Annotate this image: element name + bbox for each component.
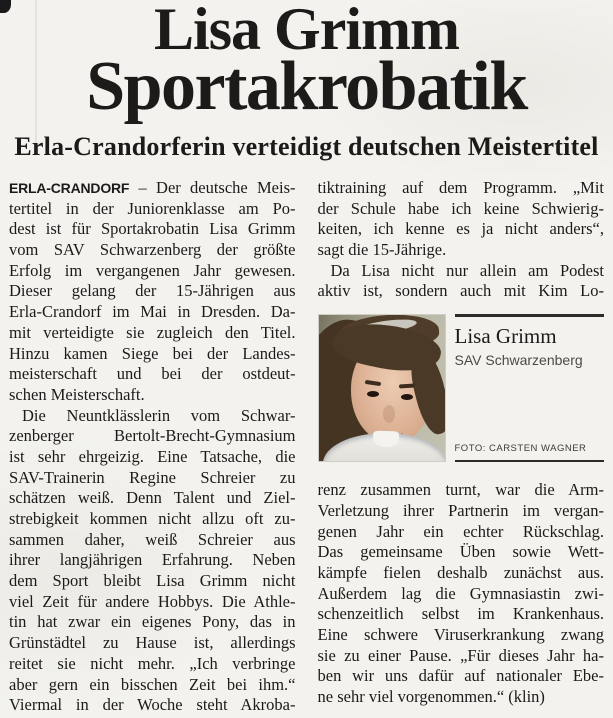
article-line: sammen daher, weiß Schreier aus — [9, 529, 296, 549]
article-line: Viermal in der Woche steht Akroba- — [9, 695, 296, 715]
article-line: tiktraining auf dem Programm. „Mit — [317, 178, 604, 197]
article-paragraph — [318, 480, 605, 708]
article-line: ben wir uns dafür auf nationaler Ebe- — [317, 666, 604, 686]
article-line: sagt die 15-Jährige. — [317, 240, 447, 260]
right-paragraphs-bottom — [318, 480, 605, 708]
article-line: dest ist für Sportakrobatin Lisa Grimm — [9, 219, 296, 239]
article-line: genen Jahr ein echter Rückschlag. — [317, 521, 604, 541]
article-line: Da Lisa nicht nur allein am Podest — [330, 260, 604, 280]
article-line: tertitel in der Juniorenklasse am Po- — [9, 198, 296, 218]
article-line: Die Neuntklässlerin vom Schwar- — [22, 405, 296, 425]
article-line: Außerdem lag die Gymnasiastin zwi- — [317, 583, 604, 603]
nose-shape — [383, 405, 395, 423]
article-line: Dieser gelang der 15-Jährigen aus — [9, 281, 296, 301]
article-line: keiten, ich kenne es ja nicht anders“, — [317, 219, 604, 239]
article-line: vom SAV Schwarzenberg der größte — [9, 240, 296, 260]
article-line: Verletzung ihrer Partnerin im vergan- — [317, 500, 604, 520]
article-line: tin hat zwar ein eigenes Pony, das in — [9, 612, 296, 632]
article-line: aktiv ist, sondern auch mit Kim Lo- — [317, 281, 604, 301]
article-line: ERLA-CRANDORF – Der deutsche Meis- — [9, 178, 296, 197]
headline — [0, 0, 613, 125]
article-line: aber gern ein bisschen Zeit bei ihm.“ — [9, 674, 296, 694]
article-line: meisterschaft und bei der ostdeut- — [9, 364, 296, 384]
right-eye-shape — [401, 394, 413, 400]
article-line: strebigkeit kommen nicht allzu oft zu- — [9, 509, 296, 528]
caption-name: Lisa Grimm — [454, 324, 557, 349]
headline-line-1: Lisa Grimm — [154, 0, 459, 62]
article-columns — [0, 178, 613, 716]
article-line: sie zu einer Pause. „Für dieses Jahr ha- — [317, 645, 604, 665]
article-line: Grünstädtel zu Hause ist, allerdings — [9, 633, 296, 653]
article-line: reitet sie nicht mehr. „Ich verbringe — [9, 653, 296, 673]
article-line: schenzeitlich selbst im Krankenhaus. — [317, 604, 604, 624]
article-line: dem Sport bleibt Lisa Grimm nicht — [9, 571, 296, 591]
article-line: viel Zeit für andere Hobbys. Die Athle- — [9, 591, 296, 611]
article-line: renz zusammen turnt, war die Arm- — [317, 480, 604, 500]
article-paragraph — [9, 178, 296, 406]
caption-credit: FOTO: CARSTEN WAGNER — [454, 443, 587, 455]
left-paragraphs — [9, 178, 296, 716]
photo-figure — [318, 314, 605, 462]
article-line: Erla-Crandorf im Mai in Dresden. Da- — [9, 302, 296, 322]
dateline: ERLA-CRANDORF — [9, 180, 130, 196]
right-paragraphs-top — [318, 178, 605, 302]
article-line: der Schule habe ich keine Schwierig- — [317, 198, 604, 218]
scan-artifact-crease — [35, 0, 37, 150]
article-paragraph — [9, 406, 296, 716]
caption-club: SAV Schwarzenberg — [454, 352, 583, 369]
article-line: Eine schwere Viruserkrankung zwang — [317, 624, 604, 644]
article-line: zenberger Bertolt-Brecht-Gymnasium — [9, 426, 296, 446]
article-line: Das gemeinsame Üben sowie Wett- — [317, 542, 604, 562]
column-left — [9, 178, 296, 716]
article-line: ist sehr ehrgeizig. Eine Tatsache, die — [9, 446, 296, 466]
subheadline: Erla-Crandorferin verteidigt deutschen Meistertitel — [14, 132, 599, 161]
left-eye-shape — [367, 391, 379, 397]
article-line: kämpfe fielen deshalb zunächst aus. — [317, 562, 604, 582]
article-line: schen Meisterschaft. — [9, 384, 145, 404]
column-right — [318, 178, 605, 716]
article-paragraph — [318, 178, 605, 261]
article-line: ihrer langjährigen Erfahrung. Neben — [9, 550, 296, 570]
article-line: Erfolg im vergangenen Jahr gewesen. — [9, 260, 296, 280]
portrait-photo — [318, 314, 446, 462]
article-paragraph — [318, 261, 605, 302]
photo-caption — [455, 314, 605, 462]
article-line: SAV-Trainerin Regine Schreier zu — [9, 467, 296, 487]
article-line: schätzen weiß. Denn Talent und Ziel- — [9, 488, 296, 508]
article-line: ne sehr viel vorgenommen.“ (klin) — [317, 687, 545, 706]
article-line: Hinzu kamen Siege bei der Landes- — [9, 343, 296, 363]
article-line: mit verteidigte sie zugleich den Titel. — [9, 322, 296, 342]
headline-line-2: Sportakrobatik — [86, 48, 527, 125]
